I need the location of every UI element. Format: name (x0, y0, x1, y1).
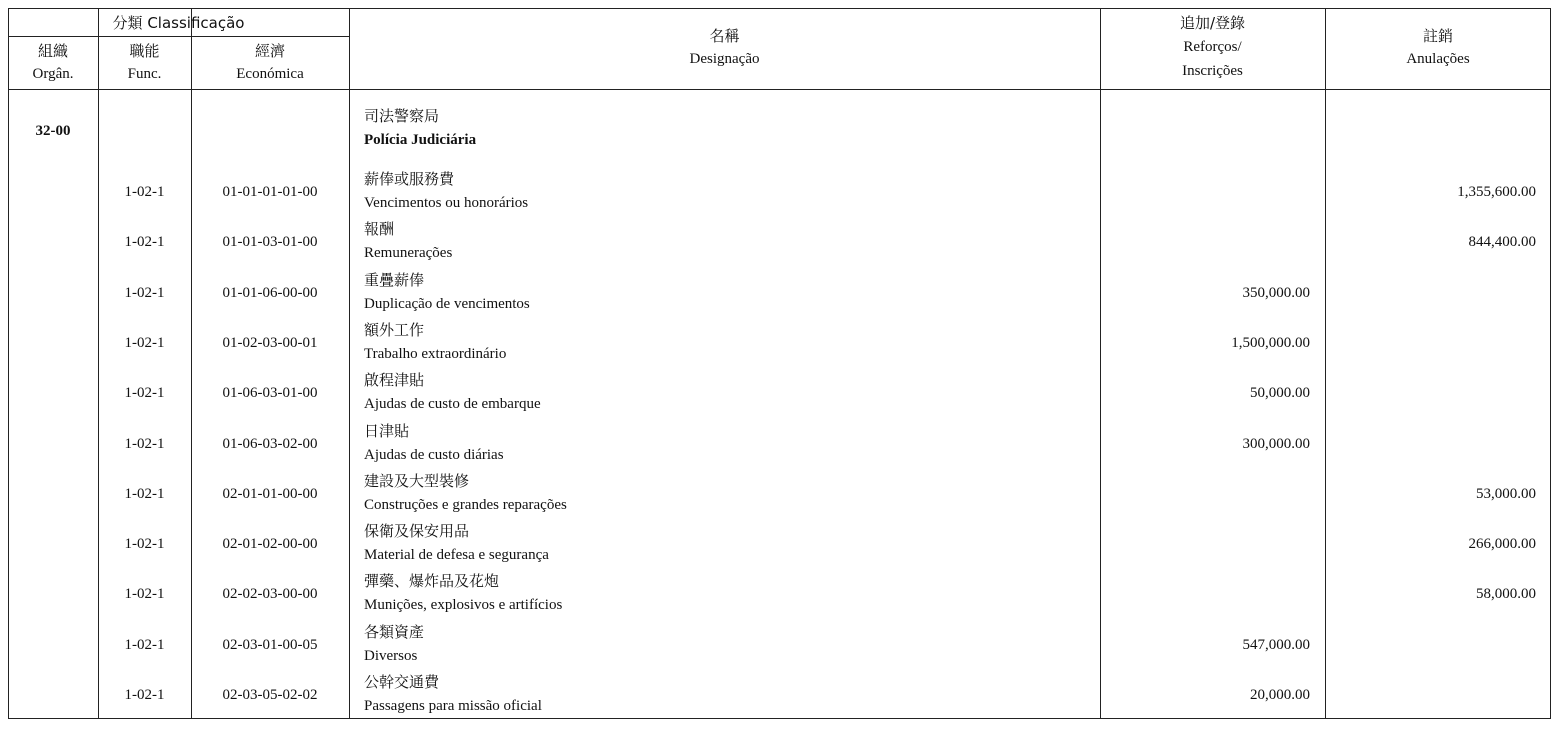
row-func-code: 1-02-1 (124, 435, 165, 452)
row-name-zh: 日津貼 (364, 421, 410, 440)
col-divider-reinforce (1325, 8, 1326, 719)
section-name-zh: 司法警察局 (364, 107, 440, 125)
row-econ-code: 02-01-01-00-00 (222, 485, 318, 502)
row-econ-code: 01-06-03-02-00 (222, 435, 318, 452)
row-name-pt: Construções e grandes reparações (364, 496, 567, 513)
row-name-zh: 額外工作 (364, 320, 425, 339)
row-name-zh: 薪俸或服務費 (364, 170, 455, 188)
header-econ-pt: Económica (236, 66, 304, 82)
row-name-pt: Vencimentos ou honorários (364, 195, 529, 211)
col-divider-organ (98, 8, 99, 719)
organ-code: 32-00 (35, 123, 71, 139)
row-reinforce-amount: 50,000.00 (1250, 385, 1310, 402)
row-econ-code: 02-03-05-02-02 (222, 687, 318, 703)
header-designation-pt: Designação (689, 51, 760, 67)
row-econ-code: 01-01-06-00-00 (222, 284, 318, 301)
row-func-code: 1-02-1 (124, 184, 165, 200)
row-reinforce-amount: 20,000.00 (1250, 687, 1310, 703)
header-reinforce-pt1: Reforços/ (1183, 39, 1242, 55)
row-name-zh: 建設及大型裝修 (364, 471, 470, 490)
row-name-zh: 彈藥、爆炸品及花炮 (364, 572, 500, 591)
row-name-pt: Ajudas de custo de embarque (364, 396, 541, 413)
row-reinforce-amount: 300,000.00 (1242, 435, 1310, 452)
row-name-zh: 公幹交通費 (364, 673, 440, 691)
col-divider-func (191, 8, 192, 719)
header-classification: 分類 Classificação (112, 14, 245, 32)
header-cancel-zh: 註銷 (1422, 27, 1453, 45)
header-func-pt: Func. (127, 66, 162, 82)
row-name-zh: 報酬 (364, 220, 395, 239)
row-func-code: 1-02-1 (124, 385, 165, 402)
row-reinforce-amount: 350,000.00 (1242, 284, 1310, 301)
row-name-pt: Ajudas de custo diárias (364, 446, 504, 463)
row-name-zh: 重疊薪俸 (364, 270, 425, 289)
row-econ-code: 01-06-03-01-00 (222, 385, 318, 402)
row-name-pt: Material de defesa e segurança (364, 547, 549, 564)
row-func-code: 1-02-1 (124, 485, 165, 502)
row-name-pt: Remunerações (364, 245, 453, 262)
row-reinforce-amount: 547,000.00 (1242, 636, 1310, 653)
section-name-pt: Polícia Judiciária (364, 132, 477, 148)
row-name-zh: 各類資產 (364, 622, 425, 641)
row-econ-code: 01-01-01-01-00 (222, 184, 318, 200)
row-name-pt: Duplicação de vencimentos (364, 295, 530, 312)
header-bottom-line (8, 89, 1551, 90)
classification-header-divider (8, 36, 349, 37)
row-name-pt: Passagens para missão oficial (364, 698, 542, 714)
row-func-code: 1-02-1 (124, 536, 165, 553)
row-func-code: 1-02-1 (124, 284, 165, 301)
row-name-zh: 啟程津貼 (364, 371, 425, 390)
row-econ-code: 02-02-03-00-00 (222, 586, 318, 603)
row-cancel-amount: 266,000.00 (1468, 536, 1536, 553)
row-cancel-amount: 1,355,600.00 (1457, 184, 1536, 200)
header-cancel-pt: Anulações (1406, 51, 1470, 67)
row-cancel-amount: 53,000.00 (1476, 485, 1536, 502)
row-cancel-amount: 844,400.00 (1468, 234, 1536, 251)
row-cancel-amount: 58,000.00 (1476, 586, 1536, 603)
header-func-zh: 職能 (129, 42, 160, 60)
row-func-code: 1-02-1 (124, 586, 165, 603)
row-reinforce-amount: 1,500,000.00 (1231, 334, 1310, 351)
row-func-code: 1-02-1 (124, 334, 165, 351)
col-divider-econ (349, 8, 350, 719)
header-organ-pt: Orgân. (32, 66, 74, 82)
row-name-pt: Trabalho extraordinário (364, 345, 507, 362)
row-func-code: 1-02-1 (124, 636, 165, 653)
header-reinforce-pt2: Inscrições (1182, 63, 1243, 79)
row-econ-code: 01-02-03-00-01 (222, 334, 318, 351)
row-name-pt: Diversos (364, 647, 418, 664)
row-econ-code: 02-01-02-00-00 (222, 536, 318, 553)
row-econ-code: 01-01-03-01-00 (222, 234, 318, 251)
row-name-pt: Munições, explosivos e artifícios (364, 597, 563, 614)
col-divider-designation (1100, 8, 1101, 719)
header-designation-zh: 名稱 (709, 27, 740, 45)
row-func-code: 1-02-1 (124, 687, 165, 703)
row-name-zh: 保衛及保安用品 (364, 522, 470, 541)
budget-table-frame (8, 8, 1551, 719)
row-econ-code: 02-03-01-00-05 (222, 636, 318, 653)
header-econ-zh: 經濟 (254, 42, 285, 60)
header-organ-zh: 組織 (37, 42, 68, 60)
header-reinforce-zh: 追加/登錄 (1179, 14, 1246, 32)
row-func-code: 1-02-1 (124, 234, 165, 251)
